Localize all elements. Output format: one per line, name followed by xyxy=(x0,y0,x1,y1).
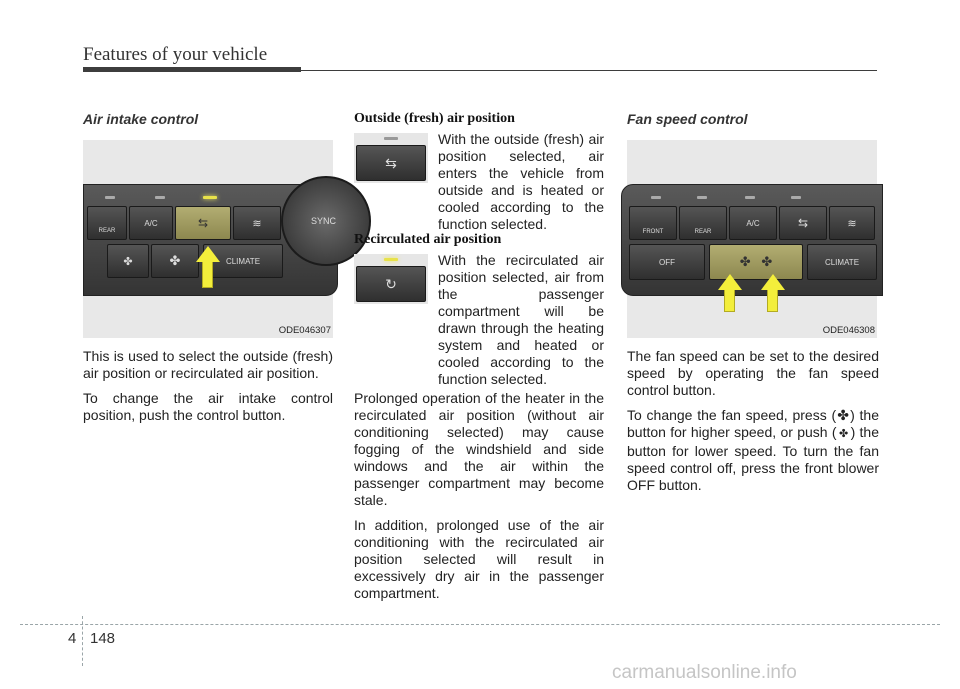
column-air-intake xyxy=(83,110,337,424)
arrow-up-icon xyxy=(718,274,742,290)
air-intake-button: ⇆ xyxy=(779,206,827,240)
section-title-fan-speed: Fan speed control xyxy=(627,111,748,127)
recirculated-air-button-image: ↻ xyxy=(356,266,426,302)
indicator-light xyxy=(384,137,398,140)
recirculated-air-block xyxy=(354,252,604,387)
climate-button: CLIMATE xyxy=(807,244,877,280)
subtitle-outside-air: Outside (fresh) air position xyxy=(354,111,515,126)
front-defrost-button: FRONT xyxy=(629,206,677,240)
subtitle-recirculated-air: Recirculated air position xyxy=(354,232,502,247)
outside-air-thumbnail xyxy=(354,133,428,183)
watermark: carmanualsonline.info xyxy=(612,662,797,683)
figure-fan-speed xyxy=(627,140,877,338)
fan-low-button: ✤ xyxy=(107,244,149,278)
arrow-indicator xyxy=(724,290,735,312)
arrow-up-icon xyxy=(761,274,785,290)
fan-small-icon: ✤ xyxy=(838,428,849,440)
page-number: 148 xyxy=(90,630,116,647)
sync-label: SYNC xyxy=(311,216,337,226)
paragraph: With the recirculated air position selected, air from the passenger compartment will be drawn through the heating system and heated or cooled according to the function selected. xyxy=(438,252,604,387)
indicator-light xyxy=(105,196,115,199)
paragraph: This is used to select the outside (fresh) air position or recirculated air position. xyxy=(83,348,333,381)
paragraph: The fan speed can be set to the desired speed by operating the fan speed control button. xyxy=(627,348,879,398)
indicator-light-on xyxy=(384,258,398,261)
indicator-light xyxy=(745,196,755,199)
paragraph: With the outside (fresh) air position selected, air enters the vehicle from outside and is heated or cooled according to the function selected. xyxy=(438,131,604,232)
section-title-air-intake: Air intake control xyxy=(83,111,199,127)
paragraph: In addition, prolonged use of the air conditioning with the recirculated air position selected will result in excessively dry air in the passenger compartment. xyxy=(354,517,604,601)
paragraph-fan-instructions: To change the fan speed, press (✤) the button for higher speed, or push ( ✤ ) the button for lower speed. To turn the fan speed control off, press the front blower OFF button. xyxy=(627,407,879,493)
figure-code: ODE046308 xyxy=(822,325,875,336)
defrost-button: ≋ xyxy=(829,206,875,240)
header-rule xyxy=(301,70,877,71)
page-header-title: Features of your vehicle xyxy=(83,44,268,65)
figure-code: ODE046307 xyxy=(278,325,331,336)
figure-air-intake xyxy=(83,140,337,338)
paragraph: To change the air intake control position, push the control button. xyxy=(83,390,333,423)
recirculated-air-thumbnail xyxy=(354,254,428,304)
off-button: OFF xyxy=(629,244,705,280)
paragraph: Prolonged operation of the heater in the recirculated air position (without air conditioning selected) may cause fogging of the windshield and side windows and the air within the passenger compartment may become stale. xyxy=(354,390,604,508)
fan-high-button: ✤ xyxy=(151,244,199,278)
footer-divider xyxy=(82,616,83,666)
fan-large-icon: ✤ xyxy=(837,407,849,423)
fan-speed-buttons: ✤ ✤ xyxy=(709,244,803,280)
column-fan-speed xyxy=(627,110,879,494)
indicator-light-on xyxy=(203,196,217,199)
rear-defrost-button: REAR xyxy=(679,206,727,240)
climate-button: CLIMATE xyxy=(203,244,283,278)
column-air-positions xyxy=(354,110,604,602)
header-bar xyxy=(83,67,301,72)
arrow-indicator xyxy=(767,290,778,312)
air-intake-button: ⇆ xyxy=(175,206,231,240)
outside-air-block xyxy=(354,131,604,232)
ac-button: A/C xyxy=(129,206,173,240)
chapter-number: 4 xyxy=(68,630,77,647)
rear-defrost-button: REAR xyxy=(87,206,127,240)
arrow-indicator xyxy=(202,262,213,288)
outside-air-button-image: ⇆ xyxy=(356,145,426,181)
footer-rule xyxy=(20,624,940,625)
indicator-light xyxy=(791,196,801,199)
indicator-light xyxy=(155,196,165,199)
defrost-button: ≋ xyxy=(233,206,281,240)
indicator-light xyxy=(697,196,707,199)
arrow-up-icon xyxy=(196,246,220,262)
indicator-light xyxy=(651,196,661,199)
ac-button: A/C xyxy=(729,206,777,240)
